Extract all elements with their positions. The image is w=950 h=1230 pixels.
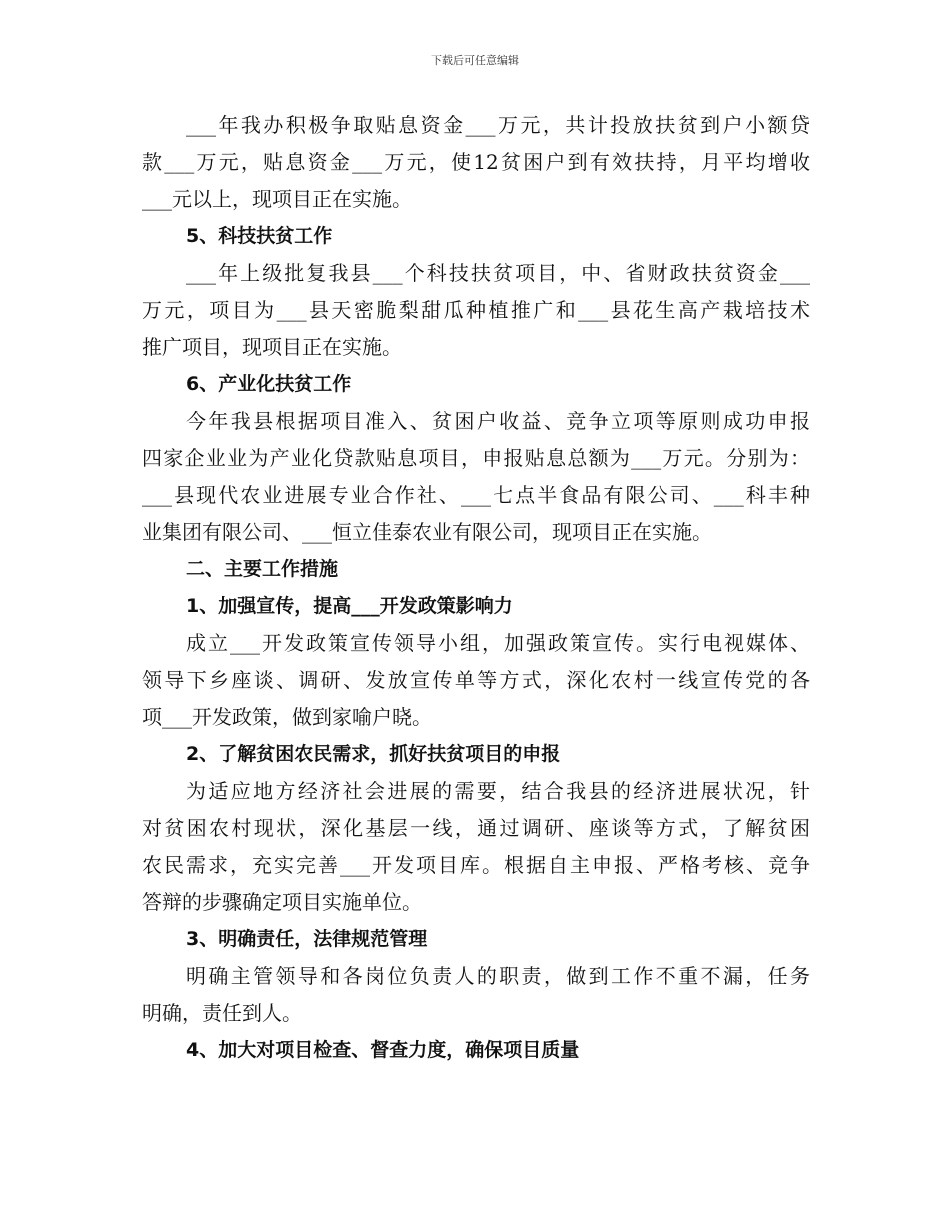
page-header: 下载后可任意编辑 bbox=[431, 54, 519, 67]
paragraph-line: 款___万元，贴息资金___万元，使12贫困户到有效扶持，月平均增收 bbox=[142, 150, 810, 174]
document-body bbox=[142, 107, 810, 1069]
paragraph-line: 业集团有限公司、___恒立佳泰农业有限公司，现项目正在实施。 bbox=[142, 520, 712, 544]
paragraph-line: 农民需求，充实完善___开发项目库。根据自主申报、严格考核、竞争 bbox=[142, 853, 810, 877]
paragraph-line: 答辩的步骤确定项目实施单位。 bbox=[142, 890, 422, 914]
section-heading: 6、产业化扶贫工作 bbox=[186, 373, 352, 395]
section-heading: 3、明确责任，法律规范管理 bbox=[186, 928, 428, 950]
paragraph-line: 万元，项目为___县天密脆梨甜瓜种植推广和___县花生高产栽培技术 bbox=[142, 298, 810, 322]
paragraph-line: 明确，责任到人。 bbox=[142, 1001, 302, 1025]
section-heading: 2、了解贫困农民需求，抓好扶贫项目的申报 bbox=[186, 743, 561, 765]
paragraph-line: ___年上级批复我县___个科技扶贫项目，中、省财政扶贫资金___ bbox=[186, 261, 810, 285]
paragraph-line: 明确主管领导和各岗位负责人的职责，做到工作不重不漏，任务 bbox=[186, 964, 810, 988]
paragraph bbox=[142, 403, 810, 551]
paragraph-line: 对贫困农村现状，深化基层一线，通过调研、座谈等方式，了解贫困 bbox=[142, 816, 810, 840]
paragraph-line: 成立___开发政策宣传领导小组，加强政策宣传。实行电视媒体、 bbox=[186, 631, 810, 655]
paragraph-line: 项___开发政策，做到家喻户晓。 bbox=[142, 705, 432, 729]
paragraph-line: 领导下乡座谈、调研、发放宣传单等方式，深化农村一线宣传党的各 bbox=[142, 668, 810, 692]
paragraph-line: ___县现代农业进展专业合作社、___七点半食品有限公司、___科丰种 bbox=[142, 483, 810, 507]
paragraph bbox=[142, 107, 810, 218]
section-heading: 4、加大对项目检查、督查力度，确保项目质量 bbox=[186, 1039, 580, 1061]
paragraph-line: ___年我办积极争取贴息资金___万元，共计投放扶贫到户小额贷 bbox=[186, 113, 810, 137]
paragraph bbox=[142, 958, 810, 1032]
section-heading: 二、主要工作措施 bbox=[186, 558, 339, 580]
paragraph-line: 今年我县根据项目准入、贫困户收益、竞争立项等原则成功申报 bbox=[186, 409, 810, 433]
paragraph-line: ___元以上，现项目正在实施。 bbox=[142, 187, 412, 211]
section-heading: 1、加强宣传，提高___开发政策影响力 bbox=[186, 595, 513, 617]
paragraph-line: 四家企业业为产业化贷款贴息项目，申报贴息总额为___万元。分别为： bbox=[142, 446, 810, 470]
paragraph bbox=[142, 773, 810, 921]
paragraph bbox=[142, 625, 810, 736]
paragraph-line: 为适应地方经济社会进展的需要，结合我县的经济进展状况，针 bbox=[186, 779, 810, 803]
paragraph-line: 推广项目，现项目正在实施。 bbox=[142, 335, 402, 359]
section-heading: 5、科技扶贫工作 bbox=[186, 225, 333, 247]
paragraph bbox=[142, 255, 810, 366]
